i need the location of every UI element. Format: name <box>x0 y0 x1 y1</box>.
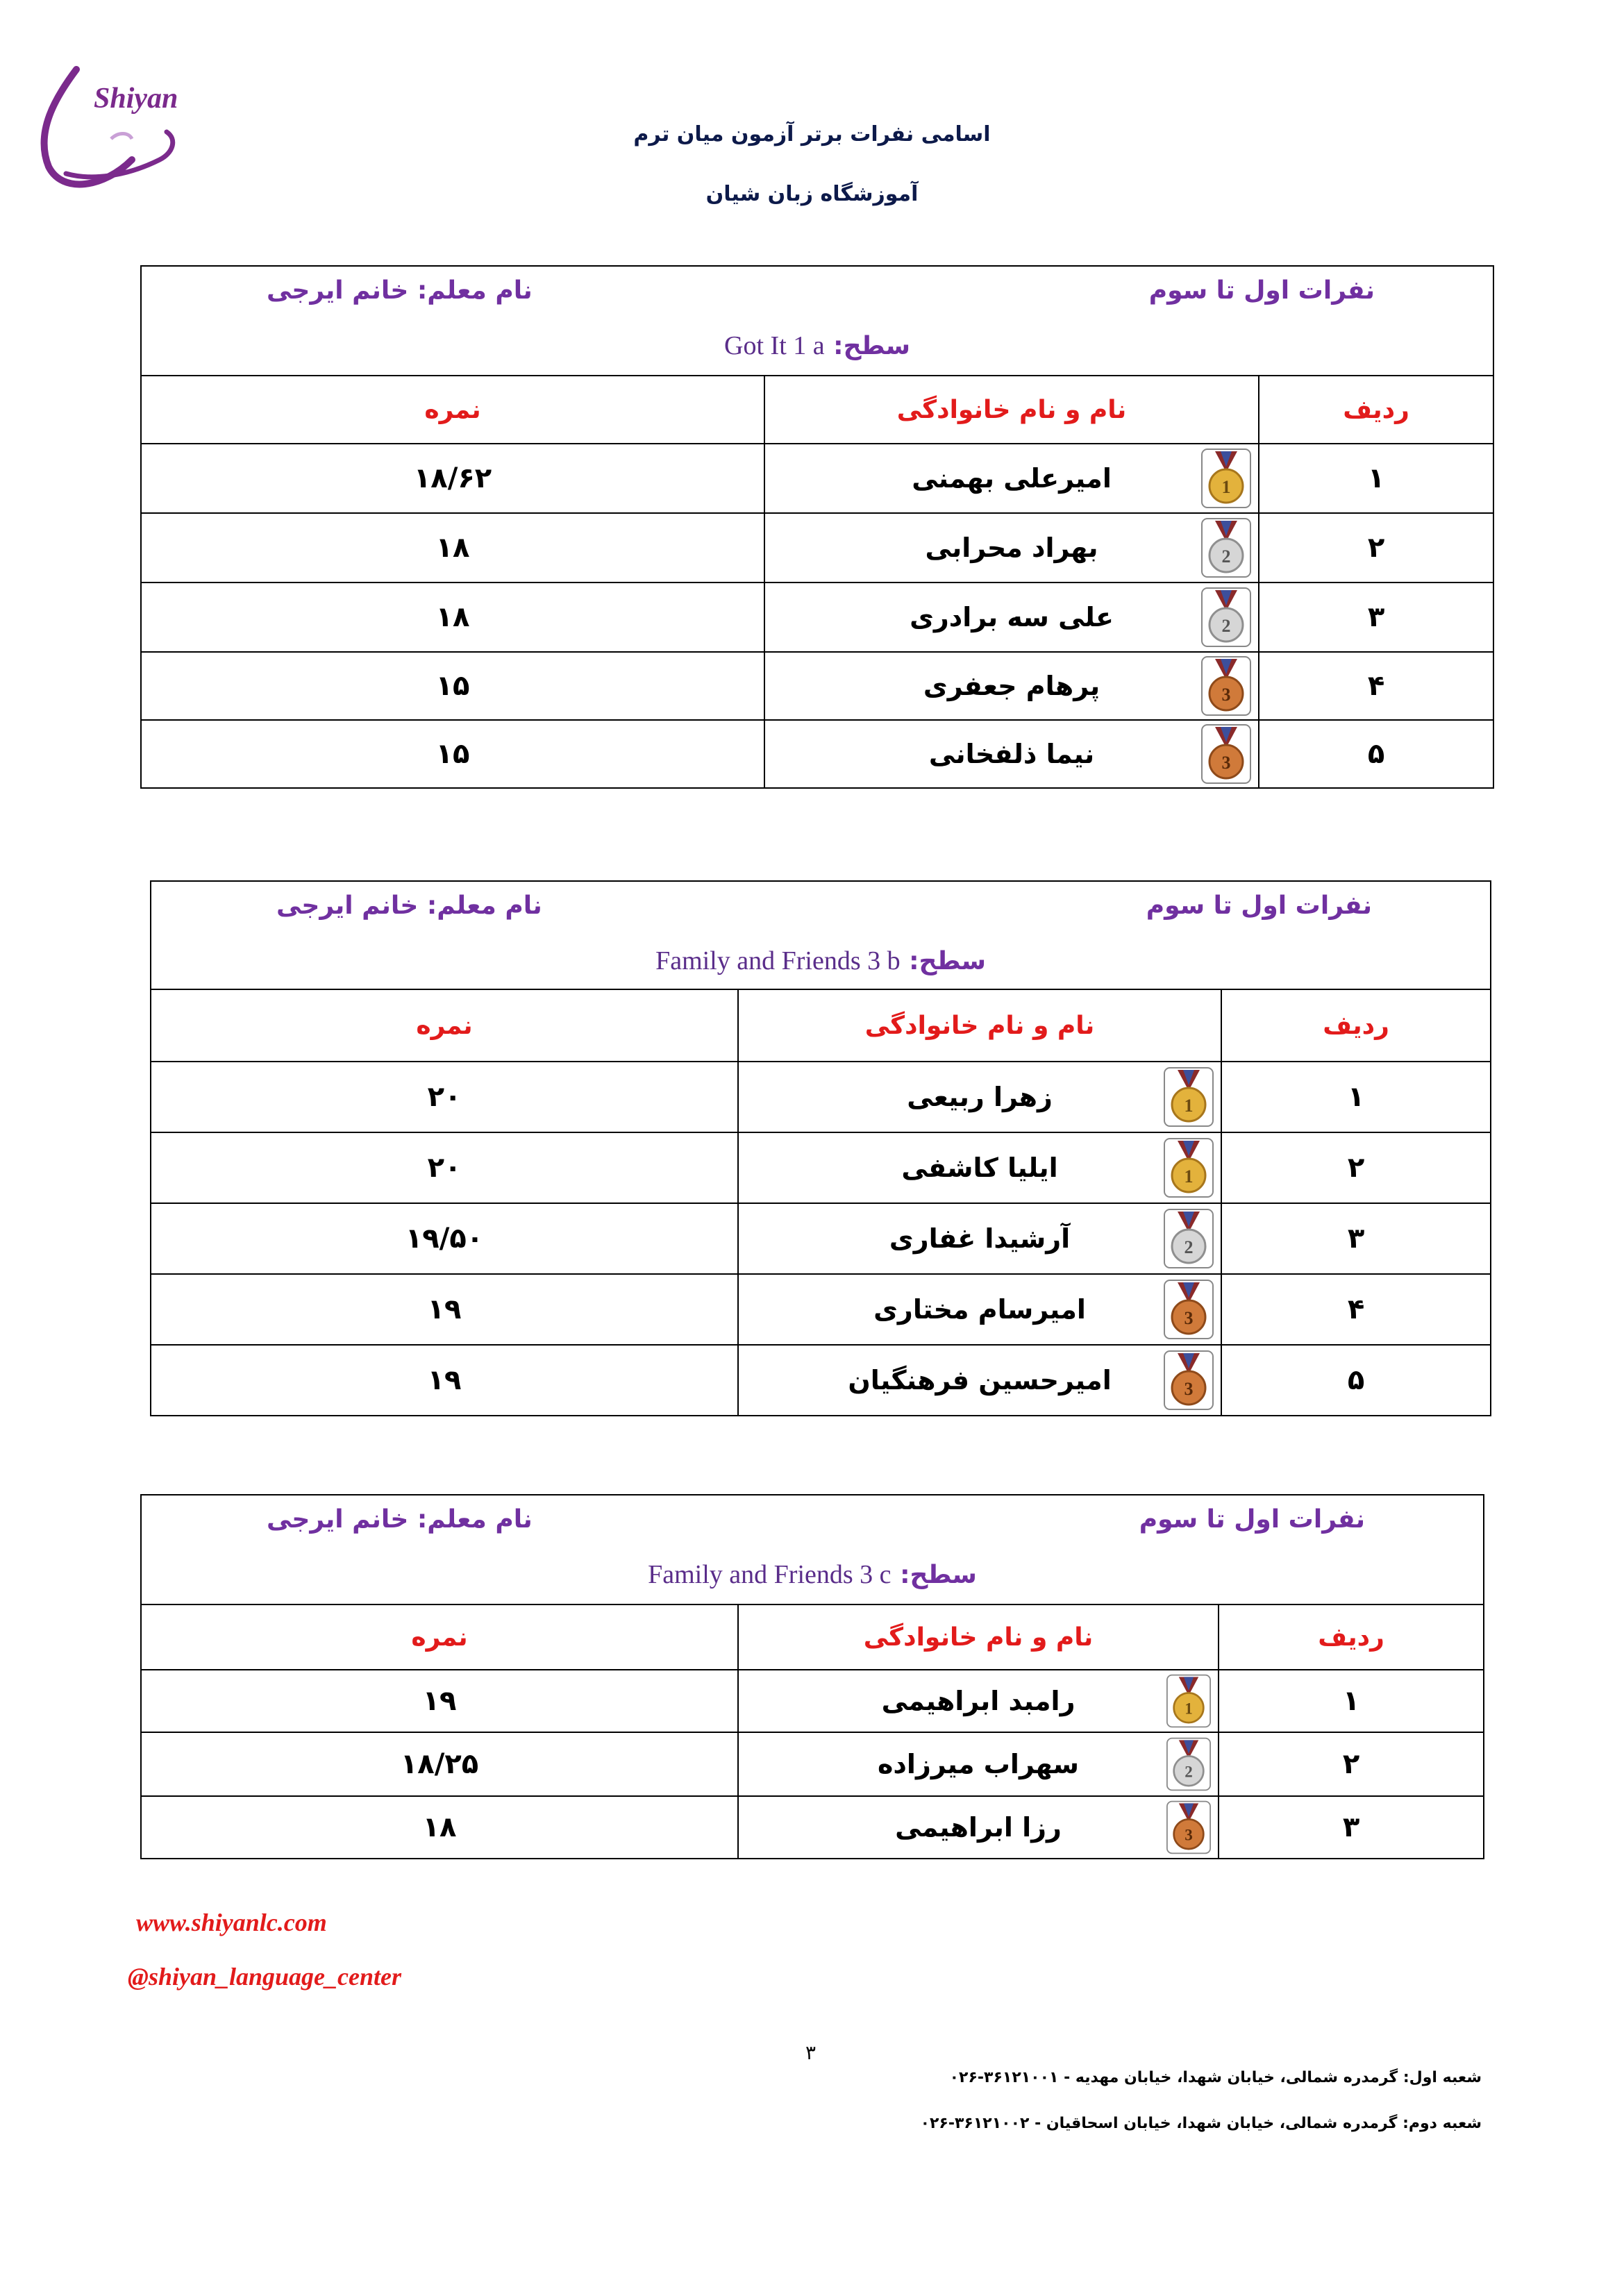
ranking-table-3 <box>140 1494 1484 1859</box>
gold-medal-icon <box>1166 1674 1211 1728</box>
score-cell: ۱۸ <box>141 583 764 652</box>
rank-cell: ۴ <box>1221 1274 1491 1345</box>
col-rank: ردیف <box>1259 376 1493 444</box>
student-name: ایلیا کاشفی <box>901 1153 1058 1183</box>
table-row <box>141 583 1493 652</box>
col-name: نام و نام خانوادگی <box>738 1604 1219 1670</box>
name-cell <box>738 1132 1221 1203</box>
page-title: اسامی نفرات برتر آزمون میان ترم <box>633 122 991 146</box>
rank-cell: ۱ <box>1221 1062 1491 1132</box>
page-subtitle: آموزشگاه زبان شیان <box>705 182 919 206</box>
bronze-medal-icon <box>1164 1280 1214 1339</box>
table-row <box>151 1274 1491 1345</box>
table-info <box>141 1495 1484 1604</box>
table-row <box>141 1670 1484 1732</box>
silver-medal-icon <box>1201 518 1251 578</box>
rank-cell: ۱ <box>1219 1670 1484 1732</box>
level-line <box>142 330 1493 361</box>
student-name: پرهام جعفری <box>923 671 1100 701</box>
table-info <box>151 881 1491 989</box>
rank-cell: ۳ <box>1259 583 1493 652</box>
table-row <box>141 720 1493 788</box>
name-cell <box>738 1345 1221 1416</box>
level-line <box>142 1559 1483 1590</box>
instagram-handle[interactable]: @shiyan_language_center <box>128 1963 401 1991</box>
col-score: نمره <box>141 376 764 444</box>
score-cell: ۱۹ <box>151 1274 738 1345</box>
name-cell <box>738 1796 1219 1859</box>
name-cell <box>738 1062 1221 1132</box>
name-cell <box>738 1274 1221 1345</box>
table-row <box>141 652 1493 720</box>
level-label: سطح: <box>833 332 910 360</box>
website-link[interactable]: www.shiyanlc.com <box>136 1909 327 1936</box>
score-cell: ۲۰ <box>151 1132 738 1203</box>
level-value: Family and Friends 3 c <box>648 1560 891 1589</box>
table-title: نفرات اول تا سوم <box>1148 276 1375 305</box>
gold-medal-icon <box>1164 1067 1214 1127</box>
table-title: نفرات اول تا سوم <box>1139 1505 1366 1534</box>
col-name: نام و نام خانوادگی <box>738 989 1221 1062</box>
name-cell <box>738 1670 1219 1732</box>
table-row <box>151 1203 1491 1274</box>
student-name: رزا ابراهیمی <box>895 1812 1062 1843</box>
rank-cell: ۲ <box>1259 513 1493 583</box>
silver-medal-icon <box>1201 587 1251 647</box>
ranking-table-1 <box>140 265 1494 789</box>
student-name: امیرعلی بهمنی <box>912 463 1112 494</box>
gold-medal-icon <box>1164 1138 1214 1198</box>
name-cell <box>764 652 1259 720</box>
name-cell <box>764 444 1259 513</box>
student-name: سهراب میرزاده <box>878 1749 1080 1779</box>
name-cell <box>764 513 1259 583</box>
page-number: ۳ <box>805 2041 817 2064</box>
level-label: سطح: <box>900 1561 977 1589</box>
teacher-name: نام معلم: خانم ایرجی <box>267 276 533 305</box>
table-row <box>151 1132 1491 1203</box>
name-cell <box>764 720 1259 788</box>
score-cell: ۱۹ <box>141 1670 738 1732</box>
student-name: نیما ذلفخانی <box>928 739 1095 769</box>
table-row <box>141 1796 1484 1859</box>
student-name: رامبد ابراهیمی <box>881 1686 1075 1716</box>
student-name: امیرسام مختاری <box>873 1294 1086 1325</box>
teacher-name: نام معلم: خانم ایرجی <box>276 891 542 920</box>
rank-cell: ۲ <box>1221 1132 1491 1203</box>
rank-cell: ۴ <box>1259 652 1493 720</box>
branch-1-address: شعبه اول: گرمدره شمالی، خیابان شهدا، خیابان مهدیه - ۳۶۱۲۱۰۰۱-۰۲۶ <box>949 2069 1482 2086</box>
score-cell: ۱۸ <box>141 1796 738 1859</box>
name-cell <box>738 1732 1219 1796</box>
score-cell: ۱۸/۲۵ <box>141 1732 738 1796</box>
name-cell <box>764 583 1259 652</box>
score-cell: ۱۵ <box>141 720 764 788</box>
ranking-table-2 <box>150 880 1491 1416</box>
col-rank: ردیف <box>1221 989 1491 1062</box>
table-row <box>141 1732 1484 1796</box>
student-name: امیرحسین فرهنگیان <box>848 1365 1112 1396</box>
level-value: Family and Friends 3 b <box>655 946 901 975</box>
student-name: زهرا ربیعی <box>907 1082 1053 1112</box>
student-name: علی سه برادری <box>910 602 1114 632</box>
bronze-medal-icon <box>1201 724 1251 784</box>
table-info <box>141 266 1493 376</box>
level-label: سطح: <box>909 947 986 975</box>
col-name: نام و نام خانوادگی <box>764 376 1259 444</box>
score-cell: ۲۰ <box>151 1062 738 1132</box>
score-cell: ۱۸/۶۲ <box>141 444 764 513</box>
col-score: نمره <box>141 1604 738 1670</box>
table-row <box>151 1345 1491 1416</box>
col-score: نمره <box>151 989 738 1062</box>
table-row <box>151 1062 1491 1132</box>
table-title: نفرات اول تا سوم <box>1146 891 1373 920</box>
score-cell: ۱۹/۵۰ <box>151 1203 738 1274</box>
rank-cell: ۵ <box>1259 720 1493 788</box>
student-name: بهراد محرابی <box>925 533 1098 563</box>
level-value: Got It 1 a <box>724 331 825 360</box>
name-cell <box>738 1203 1221 1274</box>
logo-text: Shiyan <box>94 83 178 115</box>
silver-medal-icon <box>1166 1737 1211 1791</box>
table-row <box>141 444 1493 513</box>
rank-cell: ۳ <box>1219 1796 1484 1859</box>
rank-cell: ۱ <box>1259 444 1493 513</box>
rank-cell: ۵ <box>1221 1345 1491 1416</box>
col-rank: ردیف <box>1219 1604 1484 1670</box>
bronze-medal-icon <box>1166 1800 1211 1854</box>
rank-cell: ۳ <box>1221 1203 1491 1274</box>
score-cell: ۱۸ <box>141 513 764 583</box>
branch-2-address: شعبه دوم: گرمدره شمالی، خیابان شهدا، خیابان اسحاقیان - ۳۶۱۲۱۰۰۲-۰۲۶ <box>920 2115 1482 2132</box>
teacher-name: نام معلم: خانم ایرجی <box>267 1505 533 1534</box>
student-name: آرشیدا غفاری <box>889 1223 1071 1254</box>
level-line <box>151 946 1490 976</box>
bronze-medal-icon <box>1164 1350 1214 1410</box>
score-cell: ۱۹ <box>151 1345 738 1416</box>
gold-medal-icon <box>1201 449 1251 508</box>
bronze-medal-icon <box>1201 656 1251 716</box>
score-cell: ۱۵ <box>141 652 764 720</box>
silver-medal-icon <box>1164 1209 1214 1268</box>
table-row <box>141 513 1493 583</box>
rank-cell: ۲ <box>1219 1732 1484 1796</box>
